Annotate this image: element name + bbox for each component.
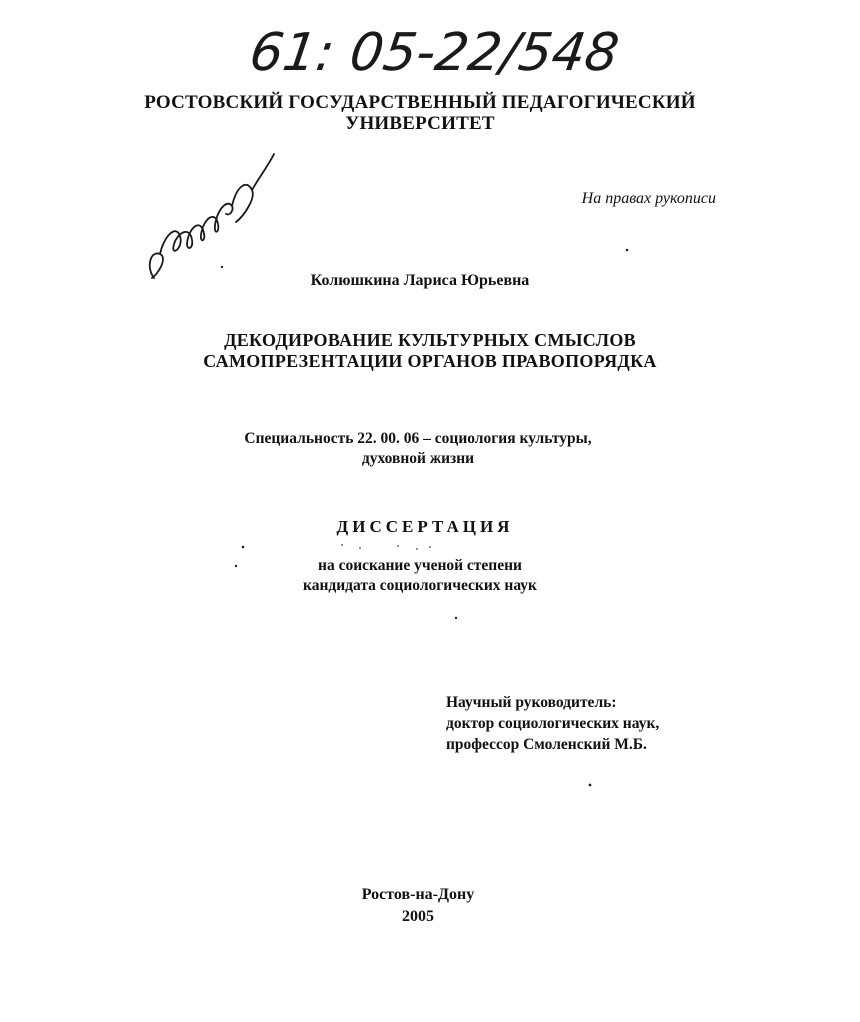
- document-type-heading: ДИССЕРТАЦИЯ: [336, 517, 514, 536]
- specialty-line-1: Специальность 22. 00. 06 – социология культуры,: [244, 430, 592, 447]
- supervisor-degree: доктор социологических наук,: [446, 715, 660, 732]
- dissertation-title-line-1: ДЕКОДИРОВАНИЕ КУЛЬТУРНЫХ СМЫСЛОВ: [224, 330, 636, 350]
- handwritten-code-text: 61: 05-22/548: [246, 23, 623, 83]
- signature-drawing: [140, 150, 290, 290]
- handwritten-code-drawing: [238, 12, 623, 84]
- manuscript-rights-note: На правах рукописи: [581, 190, 716, 207]
- degree-line-1: на соискание ученой степени: [318, 557, 522, 574]
- specialty-line-2: духовной жизни: [361, 450, 475, 467]
- dissertation-title-line-2: САМОПРЕЗЕНТАЦИИ ОРГАНОВ ПРАВОПОРЯДКА: [203, 351, 657, 371]
- supervisor-name: профессор Смоленский М.Б.: [446, 736, 647, 753]
- university-name-line-2: УНИВЕРСИТЕТ: [345, 113, 495, 134]
- author-name: Колюшкина Лариса Юрьевна: [310, 272, 530, 289]
- supervisor-label: Научный руководитель:: [446, 694, 617, 711]
- university-name-line-1: РОСТОВСКИЙ ГОСУДАРСТВЕННЫЙ ПЕДАГОГИЧЕСКИЙ: [144, 92, 696, 113]
- handwritten-archive-code: [238, 12, 623, 84]
- degree-line-2: кандидата социологических наук: [303, 577, 537, 594]
- city: Ростов-на-Дону: [361, 886, 475, 903]
- handwritten-signature: [140, 150, 290, 290]
- year: 2005: [402, 908, 434, 925]
